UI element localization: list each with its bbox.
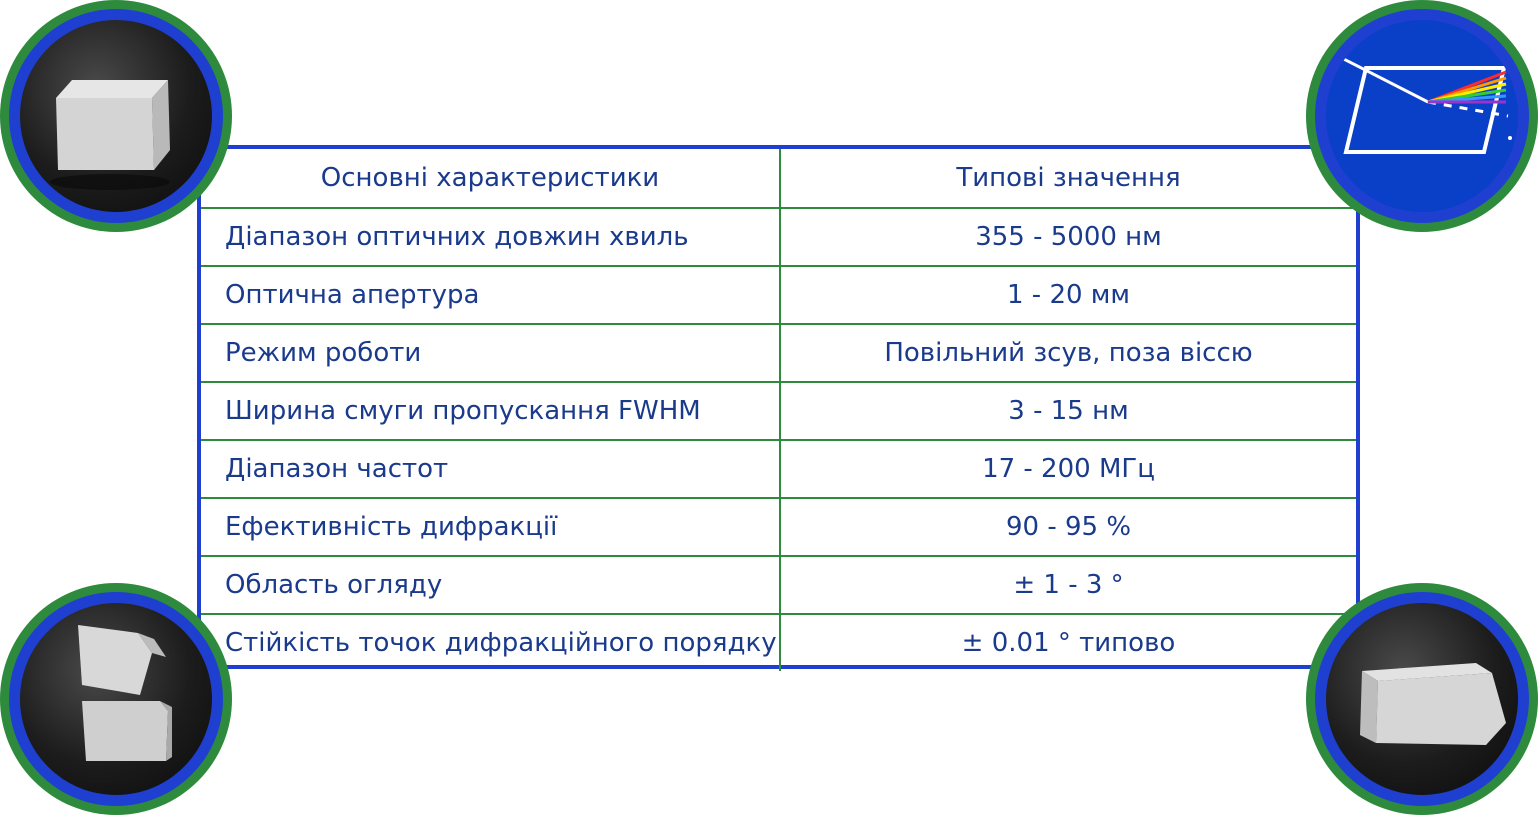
- row-label: Оптична апертура: [201, 267, 781, 323]
- row-label: Діапазон частот: [201, 441, 781, 497]
- table-header-row: [201, 149, 1356, 207]
- angled-crystal-badge: [1306, 583, 1538, 815]
- row-value: 355 - 5000 нм: [975, 222, 1162, 252]
- table-row: [201, 439, 1356, 497]
- angled-crystal-photo: [1326, 603, 1518, 795]
- header-typical-values: Типові значення: [956, 163, 1181, 193]
- row-label: Ширина смуги пропускання FWHM: [201, 383, 781, 439]
- row-value: ± 0.01 ° типово: [961, 628, 1176, 658]
- table-row: [201, 497, 1356, 555]
- row-value: 17 - 200 МГц: [982, 454, 1155, 484]
- row-label: Ефективність дифракції: [201, 499, 781, 555]
- table-row: [201, 381, 1356, 439]
- row-value: 1 - 20 мм: [1006, 280, 1131, 310]
- table-row: [201, 613, 1356, 671]
- table-row: [201, 207, 1356, 265]
- row-value: 3 - 15 нм: [1008, 396, 1129, 426]
- table-row: [201, 555, 1356, 613]
- row-label: Режим роботи: [201, 325, 781, 381]
- two-crystals-photo: [20, 603, 212, 795]
- two-crystals-badge: [0, 583, 232, 815]
- diffraction-diagram-badge: [1306, 0, 1538, 232]
- crystal-block-photo: [20, 20, 212, 212]
- row-value: ± 1 - 3 °: [1013, 570, 1124, 600]
- specifications-table: [197, 145, 1360, 669]
- diffraction-diagram-icon: [1326, 20, 1518, 212]
- row-label: Стійкість точок дифракційного порядку: [201, 615, 781, 671]
- row-value: 90 - 95 %: [1005, 512, 1132, 542]
- crystal-block-badge: [0, 0, 232, 232]
- row-value: Повільний зсув, поза віссю: [884, 338, 1253, 368]
- row-label: Область огляду: [201, 557, 781, 613]
- header-characteristics: Основні характеристики: [201, 149, 781, 207]
- table-row: [201, 323, 1356, 381]
- row-label: Діапазон оптичних довжин хвиль: [201, 209, 781, 265]
- table-row: [201, 265, 1356, 323]
